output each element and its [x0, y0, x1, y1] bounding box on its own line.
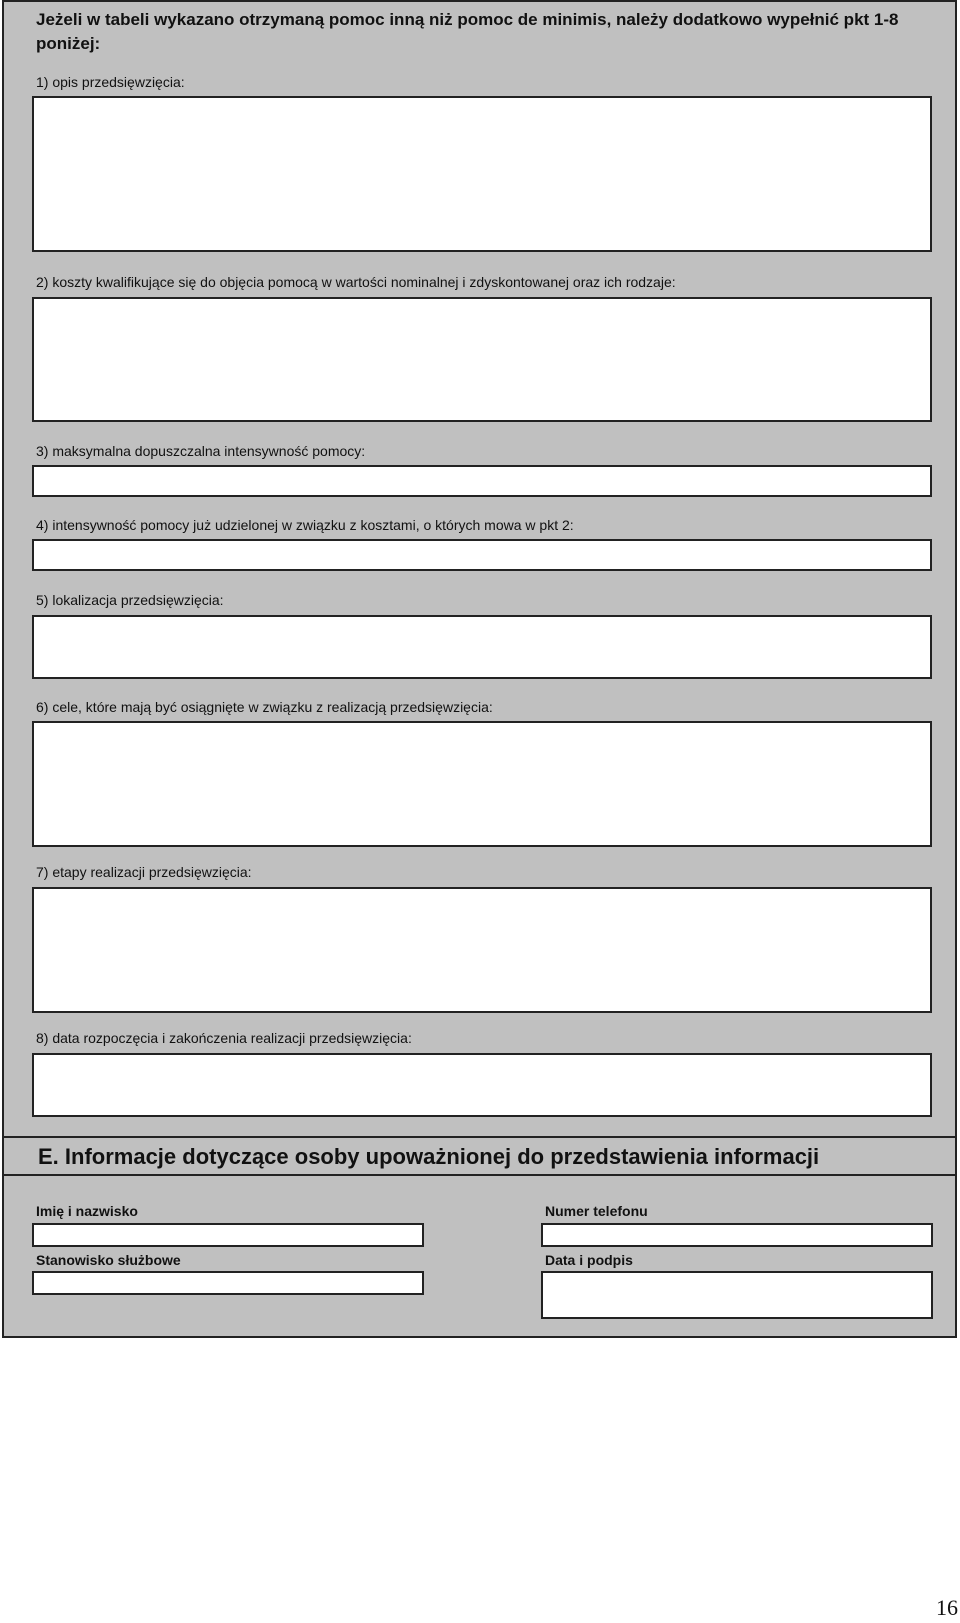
item-1-label: 1) opis przedsięwzięcia: — [36, 74, 185, 90]
item-8-field[interactable] — [32, 1053, 932, 1117]
form-intro-text: Jeżeli w tabeli wykazano otrzymaną pomoc inną niż pomoc de minimis, należy dodatkowo wypełnić pkt 1-8 poniżej: — [36, 10, 899, 53]
item-6-label: 6) cele, które mają być osiągnięte w związku z realizacją przedsięwzięcia: — [36, 699, 493, 715]
item-8-label: 8) data rozpoczęcia i zakończenia realizacji przedsięwzięcia: — [36, 1030, 412, 1046]
item-2-field[interactable] — [32, 297, 932, 422]
date-sign-label: Data i podpis — [545, 1252, 633, 1268]
item-5-field[interactable] — [32, 615, 932, 679]
phone-label: Numer telefonu — [545, 1203, 648, 1219]
position-field[interactable] — [32, 1271, 424, 1295]
date-sign-field[interactable] — [541, 1271, 933, 1319]
item-3-field[interactable] — [32, 465, 932, 497]
item-2-label: 2) koszty kwalifikujące się do objęcia pomocą w wartości nominalnej i zdyskontowanej oraz ich rodzaje: — [36, 274, 676, 290]
item-6-field[interactable] — [32, 721, 932, 847]
item-4-label: 4) intensywność pomocy już udzielonej w związku z kosztami, o których mowa w pkt 2: — [36, 517, 574, 533]
item-7-label: 7) etapy realizacji przedsięwzięcia: — [36, 864, 252, 880]
name-field[interactable] — [32, 1223, 424, 1247]
item-4-field[interactable] — [32, 539, 932, 571]
item-7-field[interactable] — [32, 887, 932, 1013]
section-e-title-divider — [4, 1174, 955, 1176]
section-e-title: E. Informacje dotyczące osoby upoważnionej do przedstawienia informacji — [38, 1144, 820, 1169]
phone-field[interactable] — [541, 1223, 933, 1247]
item-3-label: 3) maksymalna dopuszczalna intensywność pomocy: — [36, 443, 366, 459]
section-e-top-divider — [4, 1136, 955, 1138]
item-5-label: 5) lokalizacja przedsięwzięcia: — [36, 592, 224, 608]
aid-information-form — [2, 0, 957, 1338]
position-label: Stanowisko służbowe — [36, 1252, 181, 1268]
name-label: Imię i nazwisko — [36, 1203, 138, 1219]
page-number: 16 — [936, 1595, 958, 1620]
item-1-field[interactable] — [32, 96, 932, 252]
